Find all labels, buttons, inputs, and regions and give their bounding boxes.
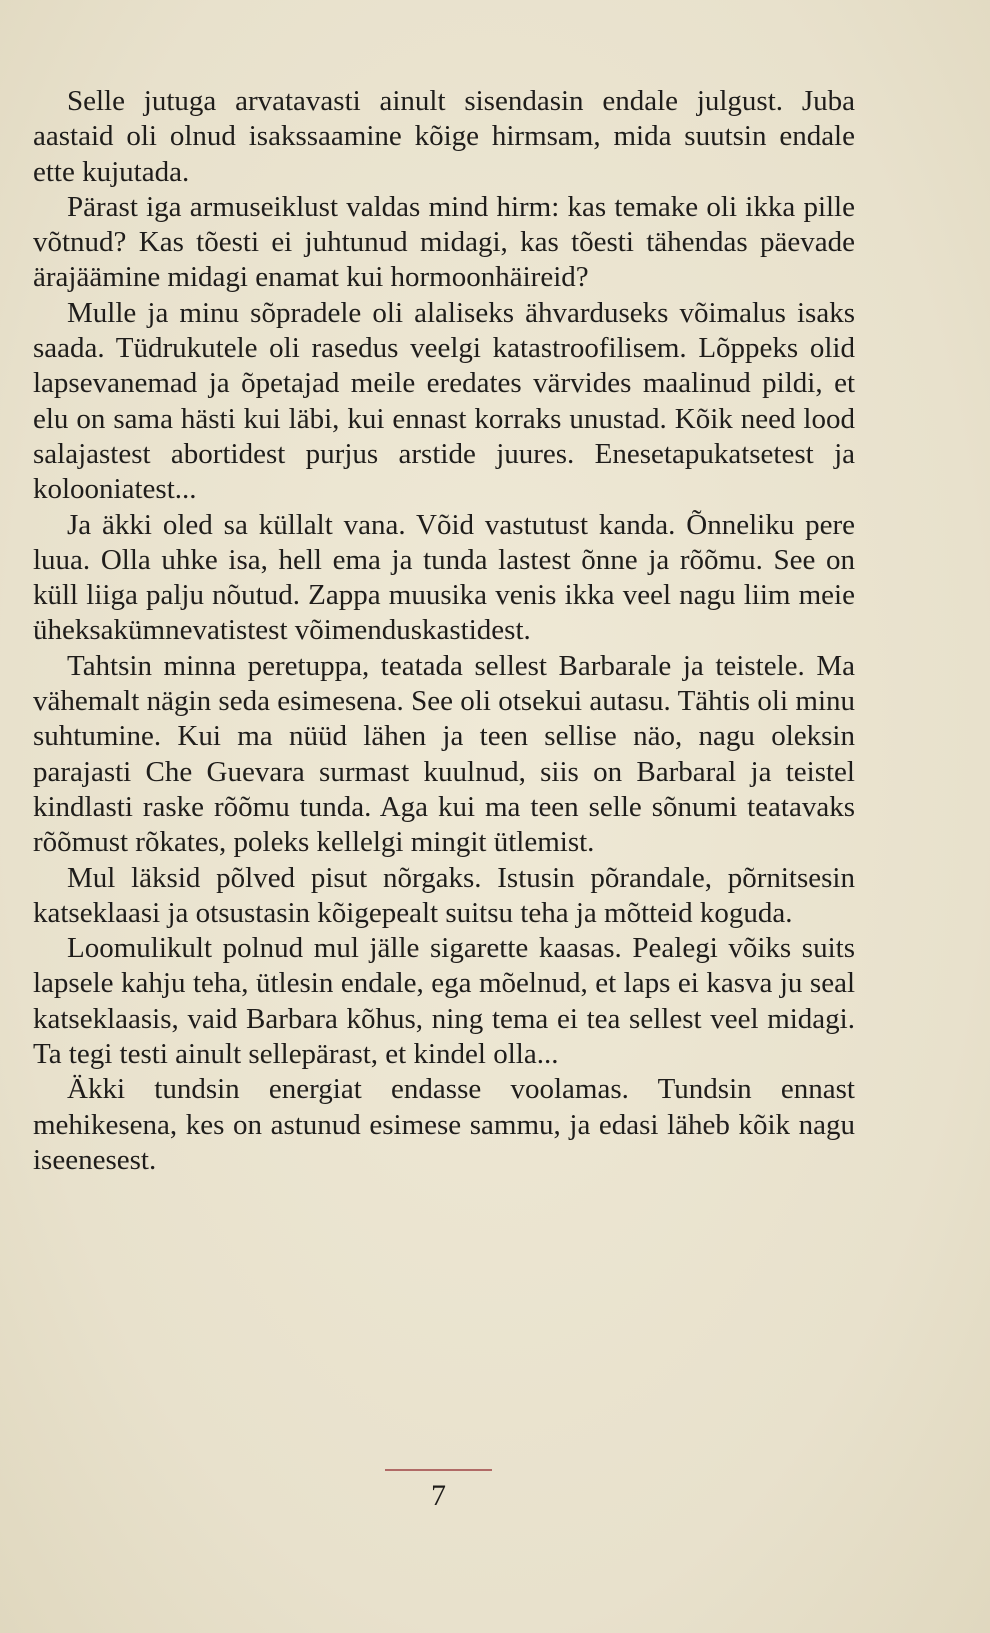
paragraph-3: Mulle ja minu sõpradele oli alaliseks ähvarduseks võimalus isaks saada. Tüdrukutele oli rasedus veelgi katastroofilisem. Lõppeks olid lapsevanemad ja õpetajad meile eredates värvides maalinud pildi, et elu on sama hästi kui läbi, kui ennast korraks unustad. Kõik need lood salajastest abortidest purjus arstide juures. Enesetapukatsetest ja kolooniatest... [33,296,855,506]
page-number: 7 [431,1479,446,1512]
paragraph-1: Selle jutuga arvatavasti ainult sisendasin endale julgust. Juba aastaid oli olnud isakssaamine kõige hirmsam, mida suutsin endale ette kujutada. [33,85,855,188]
page-number-rule [385,1469,492,1471]
paragraph-8: Äkki tundsin energiat endasse voolamas. Tundsin ennast mehikesena, kes on astunud esimese sammu, ja edasi läheb kõik nagu iseenesest. [33,1073,855,1176]
paragraph-7: Loomulikult polnud mul jälle sigarette kaasas. Pealegi võiks suits lapsele kahju teha, ütlesin endale, ega mõelnud, et laps ei kasva ju seal katseklaasis, vaid Barbara kõhus, ning tema ei tea sellest veel midagi. Ta tegi testi ainult sellepärast, et kindel olla... [33,932,855,1071]
paragraph-2: Pärast iga armuseiklust valdas mind hirm: kas temake oli ikka pille võtnud? Kas tõesti ei juhtunud midagi, kas tõesti tähendas päevade ärajäämine midagi enamat kui hormoonhäireid? [33,190,855,294]
body-text [33,84,855,1178]
paragraph-4: Ja äkki oled sa küllalt vana. Võid vastutust kanda. Õnneliku pere luua. Olla uhke isa, hell ema ja tunda lastest õnne ja rõõmu. See on küll liiga palju nõutud. Zappa muusika venis ikka veel nagu liim meie üheksakümnevatistest võimenduskastidest. [33,508,855,647]
paragraph-6: Mul läksid põlved pisut nõrgaks. Istusin põrandale, põrnitsesin katseklaasi ja otsustasin kõigepealt suitsu teha ja mõtteid koguda. [33,861,855,929]
paragraph-5: Tahtsin minna peretuppa, teatada sellest Barbarale ja teistele. Ma vähemalt nägin seda esimesena. See oli otsekui autasu. Tähtis oli minu suhtumine. Kui ma nüüd lähen ja teen sellise näo, nagu oleksin parajasti Che Guevara surmast kuulnud, siis on Barbaral ja teistel kindlasti raske rõõmu tunda. Aga kui ma teen selle sõnumi teatavaks rõõmust rõkates, poleks kellelgi mingit ütlemist. [33,649,855,859]
